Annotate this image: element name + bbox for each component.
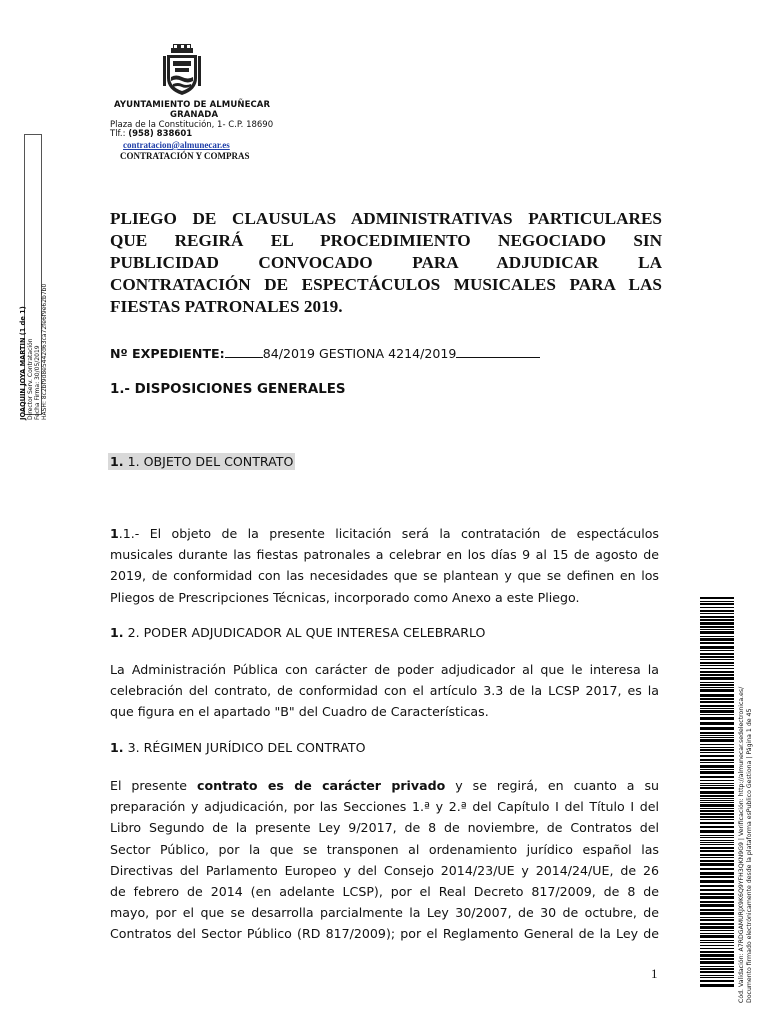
title-line: CONTRATACIÓN DE ESPECTÁCULOS MUSICALES PARA LAS [110, 275, 662, 294]
barcode-bar [700, 616, 734, 618]
expediente-label: Nº EXPEDIENTE: [110, 346, 225, 361]
barcode-bar [700, 980, 734, 982]
title-line: QUE REGIRÁ EL PROCEDIMIENTO NEGOCIADO SIN [110, 231, 662, 250]
barcode-bar [700, 810, 734, 812]
barcode-bar [700, 917, 734, 918]
barcode-bar [700, 631, 734, 634]
barcode-bar [700, 629, 734, 630]
barcode-bar [700, 933, 734, 934]
barcode-bar [700, 885, 734, 887]
paragraph-line: de febrero de 2014 (en adelante LCSP), por el Real Decreto 817/2009, de 8 de [110, 884, 659, 900]
barcode-bar [700, 701, 734, 703]
barcode-bar [700, 662, 734, 664]
clause-number: 1. [110, 625, 124, 640]
barcode-bar [700, 727, 734, 730]
barcode-bar [700, 863, 734, 866]
barcode-bar [700, 961, 734, 964]
barcode-bar [700, 975, 734, 976]
barcode-bar [700, 698, 734, 700]
barcode-bar [700, 684, 734, 686]
barcode-bar [700, 904, 734, 907]
barcode-bar [700, 813, 734, 815]
barcode-bar [700, 958, 734, 960]
clause-1-1-paragraph [110, 523, 659, 608]
barcode-bar [700, 909, 734, 911]
barcode-bar [700, 677, 734, 680]
barcode-bar [700, 622, 734, 625]
barcode-bar [700, 646, 734, 649]
paragraph-line: celebración del contrato, de conformidad con el artículo 3.3 de la LCSP 2017, es la [110, 683, 659, 699]
phone-label: Tlf.: [110, 129, 129, 139]
barcode-bar [700, 860, 734, 862]
barcode-bar [700, 656, 734, 658]
coat-of-arms-icon [161, 44, 203, 96]
title-line: FIESTAS PATRONALES 2019. [110, 297, 343, 316]
barcode-bar [700, 835, 734, 836]
barcode-bar [700, 674, 734, 676]
barcode-bar [700, 826, 734, 828]
expediente-line [110, 345, 540, 361]
barcode-bar [700, 971, 734, 973]
paragraph-bold-text: contrato es de carácter privado [197, 778, 446, 793]
barcode-bar [700, 769, 734, 770]
barcode-bar [700, 930, 734, 931]
barcode-bar [700, 837, 734, 838]
clause-number: 1. [110, 454, 124, 469]
paragraph-line: musicales durante las fiestas patronales a celebrar en los días 9 al 15 de agosto de [110, 547, 659, 563]
org-phone [110, 129, 192, 139]
barcode-bar [700, 749, 734, 751]
barcode-bar [700, 816, 734, 818]
clause-title: 1. OBJETO DEL CONTRATO [123, 454, 294, 469]
barcode-bar [700, 968, 734, 970]
paragraph-line: Directivas del Parlamento Europeo y del Consejo 2014/23/UE y 2014/24/UE, de 26 [110, 862, 659, 878]
barcode-bar [700, 771, 734, 774]
barcode-bar [700, 850, 734, 852]
barcode-bar [700, 759, 734, 761]
title-line: PLIEGO DE CLAUSULAS ADMINISTRATIVAS PARTICULARES [110, 209, 662, 228]
barcode-bar [700, 844, 734, 845]
paragraph-line: Libro Segundo de la presente Ley 9/2017, de 8 de noviembre, de Contratos del [110, 820, 659, 836]
barcode-bar [700, 912, 734, 915]
barcode-bar [700, 710, 734, 713]
barcode-bar [700, 785, 734, 786]
paragraph-text: El presente [110, 778, 197, 793]
paragraph-line: 2019, de conformidad con las necesidades que se plantean y que se definen en los [110, 568, 659, 584]
clause-1-1-num: 1 [110, 526, 119, 541]
title-line: PUBLICIDAD CONVOCADO PARA ADJUDICAR LA [110, 253, 662, 272]
barcode-bar [700, 682, 734, 683]
barcode-bar [700, 945, 734, 946]
barcode-bar [700, 787, 734, 789]
barcode-bar [700, 830, 734, 833]
barcode-bar [700, 601, 734, 602]
barcode-bar [700, 752, 734, 753]
org-city: GRANADA [170, 110, 219, 120]
signature-text [20, 140, 48, 420]
barcode-bar [700, 744, 734, 745]
barcode-bar [700, 597, 734, 599]
verification-line: Cód. Validación: A7RDGAMURJX9K6Q9YFH3QKN9G9 | Verificación: http://almunecar.sedelectronica.es/ [738, 686, 745, 1003]
verification-text [738, 583, 758, 1003]
paragraph-line: que figura en el apartado "B" del Cuadro de Características. [110, 704, 489, 720]
barcode-bar [700, 847, 734, 849]
barcode-bar [700, 822, 734, 824]
barcode-bar [700, 926, 734, 929]
barcode-bar [700, 694, 734, 697]
clause-title: 2. PODER ADJUDICADOR AL QUE INTERESA CELEBRARLO [123, 625, 486, 640]
barcode-bar [700, 795, 734, 797]
barcode-bar [700, 935, 734, 938]
signer-name: JOAQUIN JOYA MARTIN (1 de 1) [19, 306, 27, 420]
barcode-bar [700, 626, 734, 628]
barcode-bar [700, 747, 734, 748]
barcode-bar [700, 687, 734, 688]
barcode-bar [700, 665, 734, 666]
signature-hash: HASH: 8c2bf9d8e5442d63ca72fe6f9e62b7b0 [41, 283, 48, 420]
barcode-bar [700, 791, 734, 794]
barcode-bar [700, 737, 734, 738]
paragraph-line: La Administración Pública con carácter de poder adjudicador al que le interesa la [110, 662, 659, 677]
barcode-bar [700, 854, 734, 856]
barcode-bar [700, 798, 734, 799]
barcode-bar [700, 735, 734, 736]
barcode-bar [700, 613, 734, 614]
barcode-bar [700, 642, 734, 644]
signature-date: Fecha Firma: 30/05/2019 [34, 345, 41, 420]
barcode-bar [700, 689, 734, 692]
barcode-bar [700, 653, 734, 655]
paragraph-line: mayo, por el que se desarrolla parcialmente la Ley 30/2007, de 30 de octubre, de [110, 905, 659, 921]
barcode-icon [700, 597, 734, 987]
barcode-bar [700, 896, 734, 899]
department-name: CONTRATACIÓN Y COMPRAS [120, 151, 250, 161]
barcode-bar [700, 603, 734, 605]
clause-1-2-paragraph [110, 659, 659, 723]
section-heading: 1.- DISPOSICIONES GENERALES [110, 382, 346, 397]
barcode-bar [700, 802, 734, 803]
signer-role: Director Serv. Contratación [27, 338, 34, 420]
barcode-bar [700, 638, 734, 641]
barcode-bar [700, 966, 734, 967]
barcode-bar [700, 714, 734, 715]
barcode-bar [700, 739, 734, 742]
barcode-bar [700, 840, 734, 841]
org-name: AYUNTAMIENTO DE ALMUÑECAR [114, 100, 271, 110]
barcode-bar [700, 954, 734, 957]
barcode-bar [700, 762, 734, 763]
barcode-bar [700, 940, 734, 941]
barcode-bar [700, 977, 734, 978]
barcode-bar [700, 722, 734, 725]
barcode-bar [700, 842, 734, 843]
document-title [110, 208, 662, 318]
barcode-bar [700, 717, 734, 720]
barcode-bar [700, 800, 734, 801]
barcode-bar [700, 610, 734, 612]
barcode-bar [700, 708, 734, 709]
barcode-bar [700, 868, 734, 870]
barcode-bar [700, 732, 734, 734]
barcode-bar [700, 919, 734, 921]
barcode-bar [700, 901, 734, 903]
page-number: 1 [651, 966, 658, 981]
barcode-bar [700, 808, 734, 809]
paragraph-line: preparación y adjudicación, por las Secciones 1.ª y 2.ª del Capítulo I del Título I del [110, 799, 659, 815]
barcode-bar [700, 948, 734, 949]
phone-number: (958) 838601 [128, 129, 193, 139]
paragraph-line: Sector Público, por la que se transponen al ordenamiento jurídico español las [110, 841, 659, 857]
barcode-bar [700, 659, 734, 660]
barcode-bar [700, 893, 734, 895]
barcode-bar [700, 984, 734, 987]
barcode-bar [700, 780, 734, 781]
barcode-bar [700, 650, 734, 651]
barcode-bar [700, 776, 734, 778]
barcode-bar [700, 872, 734, 875]
verification-line: Documento firmado electrónicamente desde la plataforma esPublico Gestiona | Página 1 de 45 [746, 708, 753, 1003]
barcode-bar [700, 819, 734, 820]
barcode-bar [700, 755, 734, 757]
clause-number: 1. [110, 740, 124, 755]
barcode-bar [700, 607, 734, 608]
barcode-bar [700, 765, 734, 768]
expediente-value: 84/2019 GESTIONA 4214/2019 [262, 346, 457, 361]
clause-1-2-heading [110, 625, 485, 640]
paragraph-line: .1.- El objeto de la presente licitación será la contratación de espectáculos [118, 526, 659, 541]
barcode-bar [700, 636, 734, 637]
barcode-bar [700, 889, 734, 891]
barcode-bar [700, 951, 734, 953]
barcode-bar [700, 668, 734, 669]
org-address: Plaza de la Constitución, 1- C.P. 18690 [110, 120, 274, 130]
barcode-bar [700, 804, 734, 807]
barcode-bar [700, 783, 734, 784]
barcode-bar [700, 705, 734, 707]
barcode-bar [700, 923, 734, 925]
paragraph-text: y se regirá, en cuanto a su [445, 778, 659, 793]
clause-1-3-heading [110, 740, 366, 755]
barcode-bar [700, 619, 734, 621]
paragraph-line: Pliegos de Prescripciones Técnicas, incorporado como Anexo a este Pliego. [110, 589, 580, 605]
paragraph-line: Contratos del Sector Público (RD 817/2009); por el Reglamento General de la Ley de [110, 926, 659, 942]
clause-1-1-heading [108, 454, 295, 469]
barcode-bar [700, 876, 734, 878]
barcode-bar [700, 942, 734, 943]
clause-1-3-paragraph [110, 775, 659, 945]
email-link[interactable]: contratacion@almunecar.es [123, 140, 230, 150]
clause-title: 3. RÉGIMEN JURÍDICO DEL CONTRATO [123, 740, 366, 755]
barcode-bar [700, 857, 734, 858]
barcode-bar [700, 880, 734, 883]
barcode-bar [700, 671, 734, 673]
